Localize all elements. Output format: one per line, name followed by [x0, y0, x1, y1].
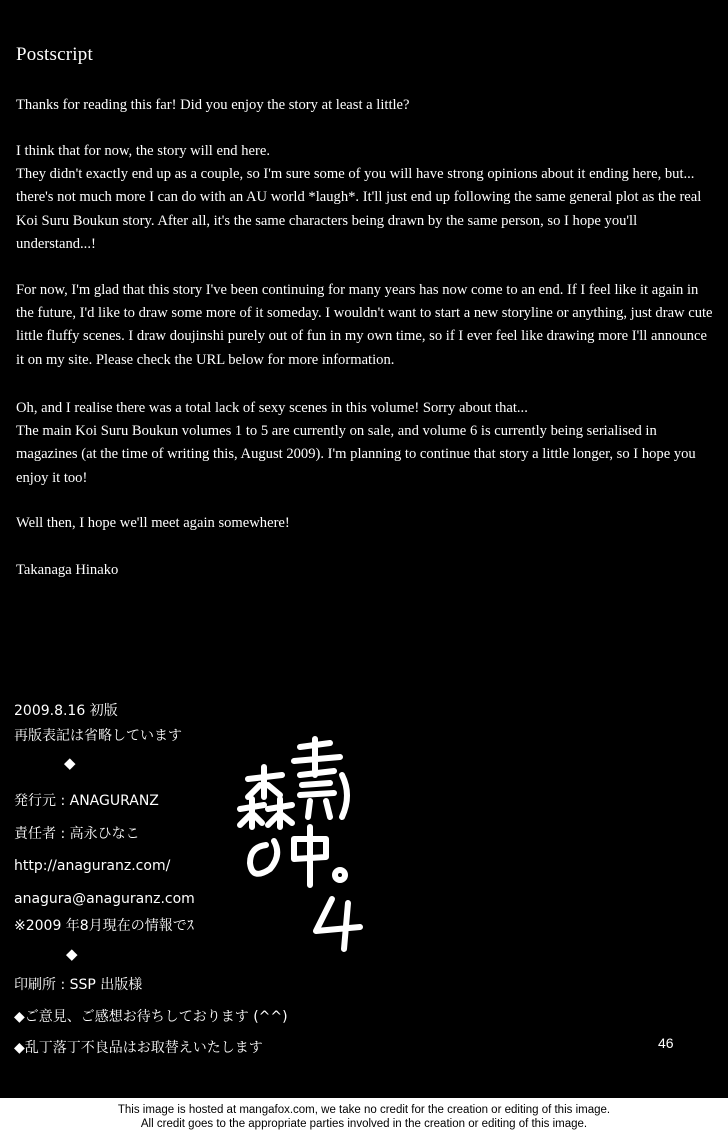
- postscript-title: Postscript: [16, 44, 93, 65]
- handwritten-title-logo: [230, 735, 370, 955]
- publisher: 発行元 : ANAGURANZ: [14, 793, 159, 809]
- info-note: ※2009 年8月現在の情報でｽ: [14, 918, 194, 934]
- editor: 責任者 : 高永ひなこ: [14, 826, 140, 842]
- disclaimer-line-1: This image is hosted at mangafox.com, we take no credit for the creation or editing of this image.: [117, 1104, 611, 1116]
- paragraph-future: For now, I'm glad that this story I've been continuing for many years has now come to an end. If I feel like it again in the future, I'd like to draw some more of it someday. I wouldn't want to start a new storyline or anything, just draw cute little fluffy scenes. I draw doujinshi purely out of fun in my own time, so if I ever feel like drawing more I'll announce it on my site. Please check the URL below for more information.: [16, 282, 713, 368]
- printer: 印刷所 : SSP 出版様: [14, 977, 143, 993]
- hosting-disclaimer: [0, 1098, 728, 1135]
- reprint-note: 再版表記は省略しています: [14, 728, 182, 744]
- diamond-ornament: ◆: [66, 945, 78, 963]
- edition-date: 2009.8.16 初版: [14, 703, 118, 719]
- feedback-note: ◆ご意見、ご感想お待ちしております (^^): [14, 1009, 288, 1025]
- paragraph-story-end: I think that for now, the story will end here. They didn't exactly end up as a couple, so I'm sure some of you will have strong opinions about it ending here, but... there's not much more I can do with an AU world *laugh*. It'll just end up following the same general plot as the real Koi Suru Boukun story. After all, it's the same characters being drawn by the same person, so I hope you'll understand...!: [16, 143, 702, 252]
- disclaimer-line-2: All credit goes to the appropriate parties involved in the creation or editing of this image.: [140, 1118, 588, 1130]
- email-address: anagura@anaguranz.com: [14, 891, 195, 907]
- page-number: 46: [658, 1035, 674, 1051]
- paragraph-volumes: Oh, and I realise there was a total lack of sexy scenes in this volume! Sorry about that... The main Koi Suru Boukun volumes 1 to 5 are currently on sale, and volume 6 is currently being serialised in magazines (at the time of writing this, August 2009). I'm planning to continue that story a little longer, so I hope you enjoy it too!: [16, 400, 696, 486]
- author-signature: Takanaga Hinako: [16, 562, 119, 578]
- website-url: http://anaguranz.com/: [14, 858, 171, 874]
- defects-note: ◆乱丁落丁不良品はお取替えいたします: [14, 1040, 263, 1056]
- paragraph-thanks: Thanks for reading this far! Did you enjoy the story at least a little?: [16, 97, 410, 113]
- diamond-ornament: ◆: [64, 754, 76, 772]
- paragraph-farewell: Well then, I hope we'll meet again somewhere!: [16, 515, 290, 531]
